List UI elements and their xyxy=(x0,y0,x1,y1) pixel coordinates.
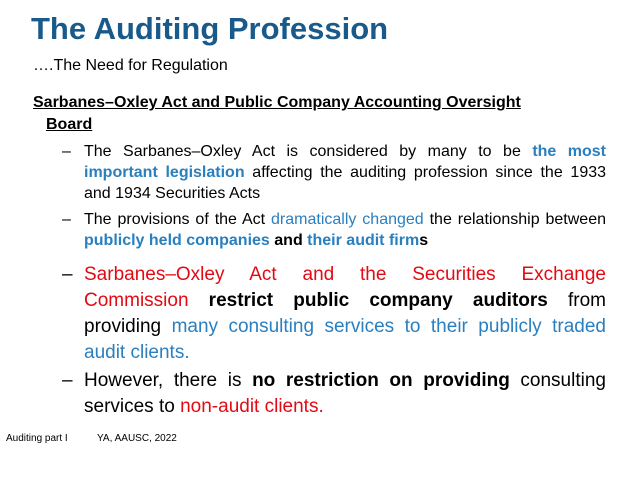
section-heading-line2: Board xyxy=(46,116,93,133)
bullet-2-audit-firm: their audit firm xyxy=(307,232,420,249)
bullet-4-part-1: However, there is xyxy=(84,370,253,391)
section-heading xyxy=(33,92,606,136)
bullet-3-blue-text: many consulting services to their publicly traded audit clients. xyxy=(84,316,606,363)
footer-course: Auditing part I xyxy=(6,433,68,444)
bullet-3-red-text: Sarbanes–Oxley Act and the Securities Exchange Commission xyxy=(84,264,606,311)
bullet-3-bold-text: restrict public company auditors xyxy=(188,290,548,311)
bullet-3-marker: – xyxy=(62,264,73,285)
bullet-1-part-3: affecting the auditing profession since the 1933 and 1934 Securities Acts xyxy=(84,164,607,202)
bullet-2-marker: – xyxy=(62,211,71,228)
bullet-4-red-text: non-audit clients. xyxy=(180,396,324,417)
bullet-4-bold-text: no restriction on providing xyxy=(252,370,510,391)
bullet-1 xyxy=(62,141,606,204)
bullet-3 xyxy=(62,262,606,366)
bullet-2-text xyxy=(84,209,606,251)
bullet-2 xyxy=(62,209,606,251)
bullet-2-highlight: dramatically changed xyxy=(271,211,424,228)
bullet-3-text xyxy=(84,262,606,366)
footer-author: YA, AAUSC, 2022 xyxy=(97,433,177,444)
bullet-2-companies: publicly held companies xyxy=(84,232,270,249)
slide-subtitle: ….The Need for Regulation xyxy=(33,57,228,74)
bullet-1-marker: – xyxy=(62,143,71,160)
bullet-1-text xyxy=(84,141,606,204)
bullet-4-part-3: consulting services to xyxy=(84,370,606,417)
bullet-1-emphasis: the most important legislation xyxy=(84,143,607,181)
bullet-4-text xyxy=(84,368,606,420)
bullet-2-part-1: The provisions of the Act xyxy=(84,211,272,228)
bullet-2-and: and xyxy=(269,232,308,249)
bullet-2-suffix: s xyxy=(419,232,429,249)
bullet-1-part-1: The Sarbanes–Oxley Act is considered by many to be xyxy=(84,143,533,160)
bullet-4-marker: – xyxy=(62,370,73,391)
bullet-3-part-3: from providing xyxy=(84,290,607,337)
bullet-2-part-3: the relationship between xyxy=(423,211,606,228)
bullet-4 xyxy=(62,368,606,420)
section-heading-line1: Sarbanes–Oxley Act and Public Company Accounting Oversight xyxy=(33,94,521,111)
slide-title: The Auditing Profession xyxy=(31,11,389,46)
